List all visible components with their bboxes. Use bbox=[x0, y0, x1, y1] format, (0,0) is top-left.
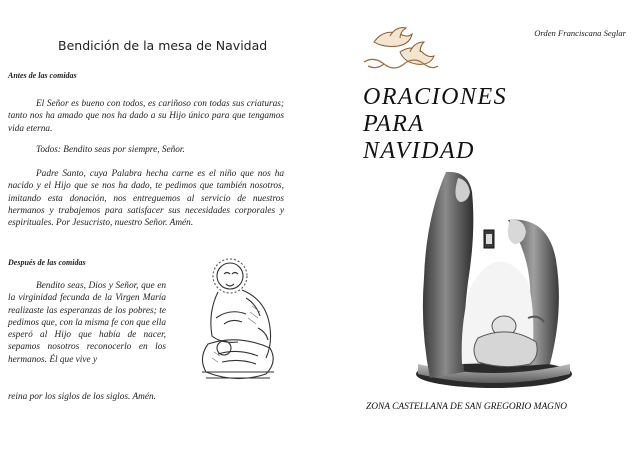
prayer-paragraph: Padre Santo, cuya Palabra hecha carne es el niño que nos ha nacido y el Hijo que se nos ha dado, te pedimos que también nosotros, imitando esta donación, nos entreguemos al servicio de nuestros hermanos y trabajemos para satisfacer sus necesidades corporales y espirituales. Por Jesucristo, nuestro Señor. Amén. bbox=[8, 169, 284, 229]
nativity-sketch-image bbox=[188, 258, 288, 386]
response-line: Todos: Bendito seas por siempre, Señor. bbox=[36, 145, 185, 155]
nativity-statue-image bbox=[408, 168, 578, 394]
cover-title-line: PARA bbox=[363, 111, 425, 137]
after-meals-paragraph: Bendito seas, Dios y Señor, que en la virginidad fecunda de la Virgen María realizaste las esperanzas de los pobres; te pedimos que, con la misma fe con que ella esperó al Hijo que había de nacer, sepamos nosotros reconocerlo en los hermanos. Él que vive y bbox=[8, 281, 166, 365]
blessing-paragraph-1: El Señor es bueno con todos, es cariñoso con todas sus criaturas; tanto nos ha amado que nos ha dado a su Hijo único para que tengamos vida eterna. bbox=[8, 99, 284, 134]
cover-title-line: ORACIONES bbox=[363, 84, 508, 110]
footer-zone-label: ZONA CASTELLANA DE SAN GREGORIO MAGNO bbox=[366, 402, 567, 412]
cover-title-line: NAVIDAD bbox=[363, 138, 475, 164]
left-page bbox=[0, 0, 300, 452]
order-label: Orden Franciscana Seglar bbox=[534, 28, 626, 38]
doves-ribbon-image bbox=[360, 22, 440, 74]
after-meals-heading: Después de las comidas bbox=[8, 258, 86, 267]
right-page bbox=[338, 0, 638, 452]
page-title: Bendición de la mesa de Navidad bbox=[58, 38, 268, 53]
before-meals-heading: Antes de las comidas bbox=[8, 71, 77, 80]
after-meals-paragraph-end: reina por los siglos de los siglos. Amén. bbox=[8, 392, 156, 402]
cover-title bbox=[363, 84, 507, 165]
